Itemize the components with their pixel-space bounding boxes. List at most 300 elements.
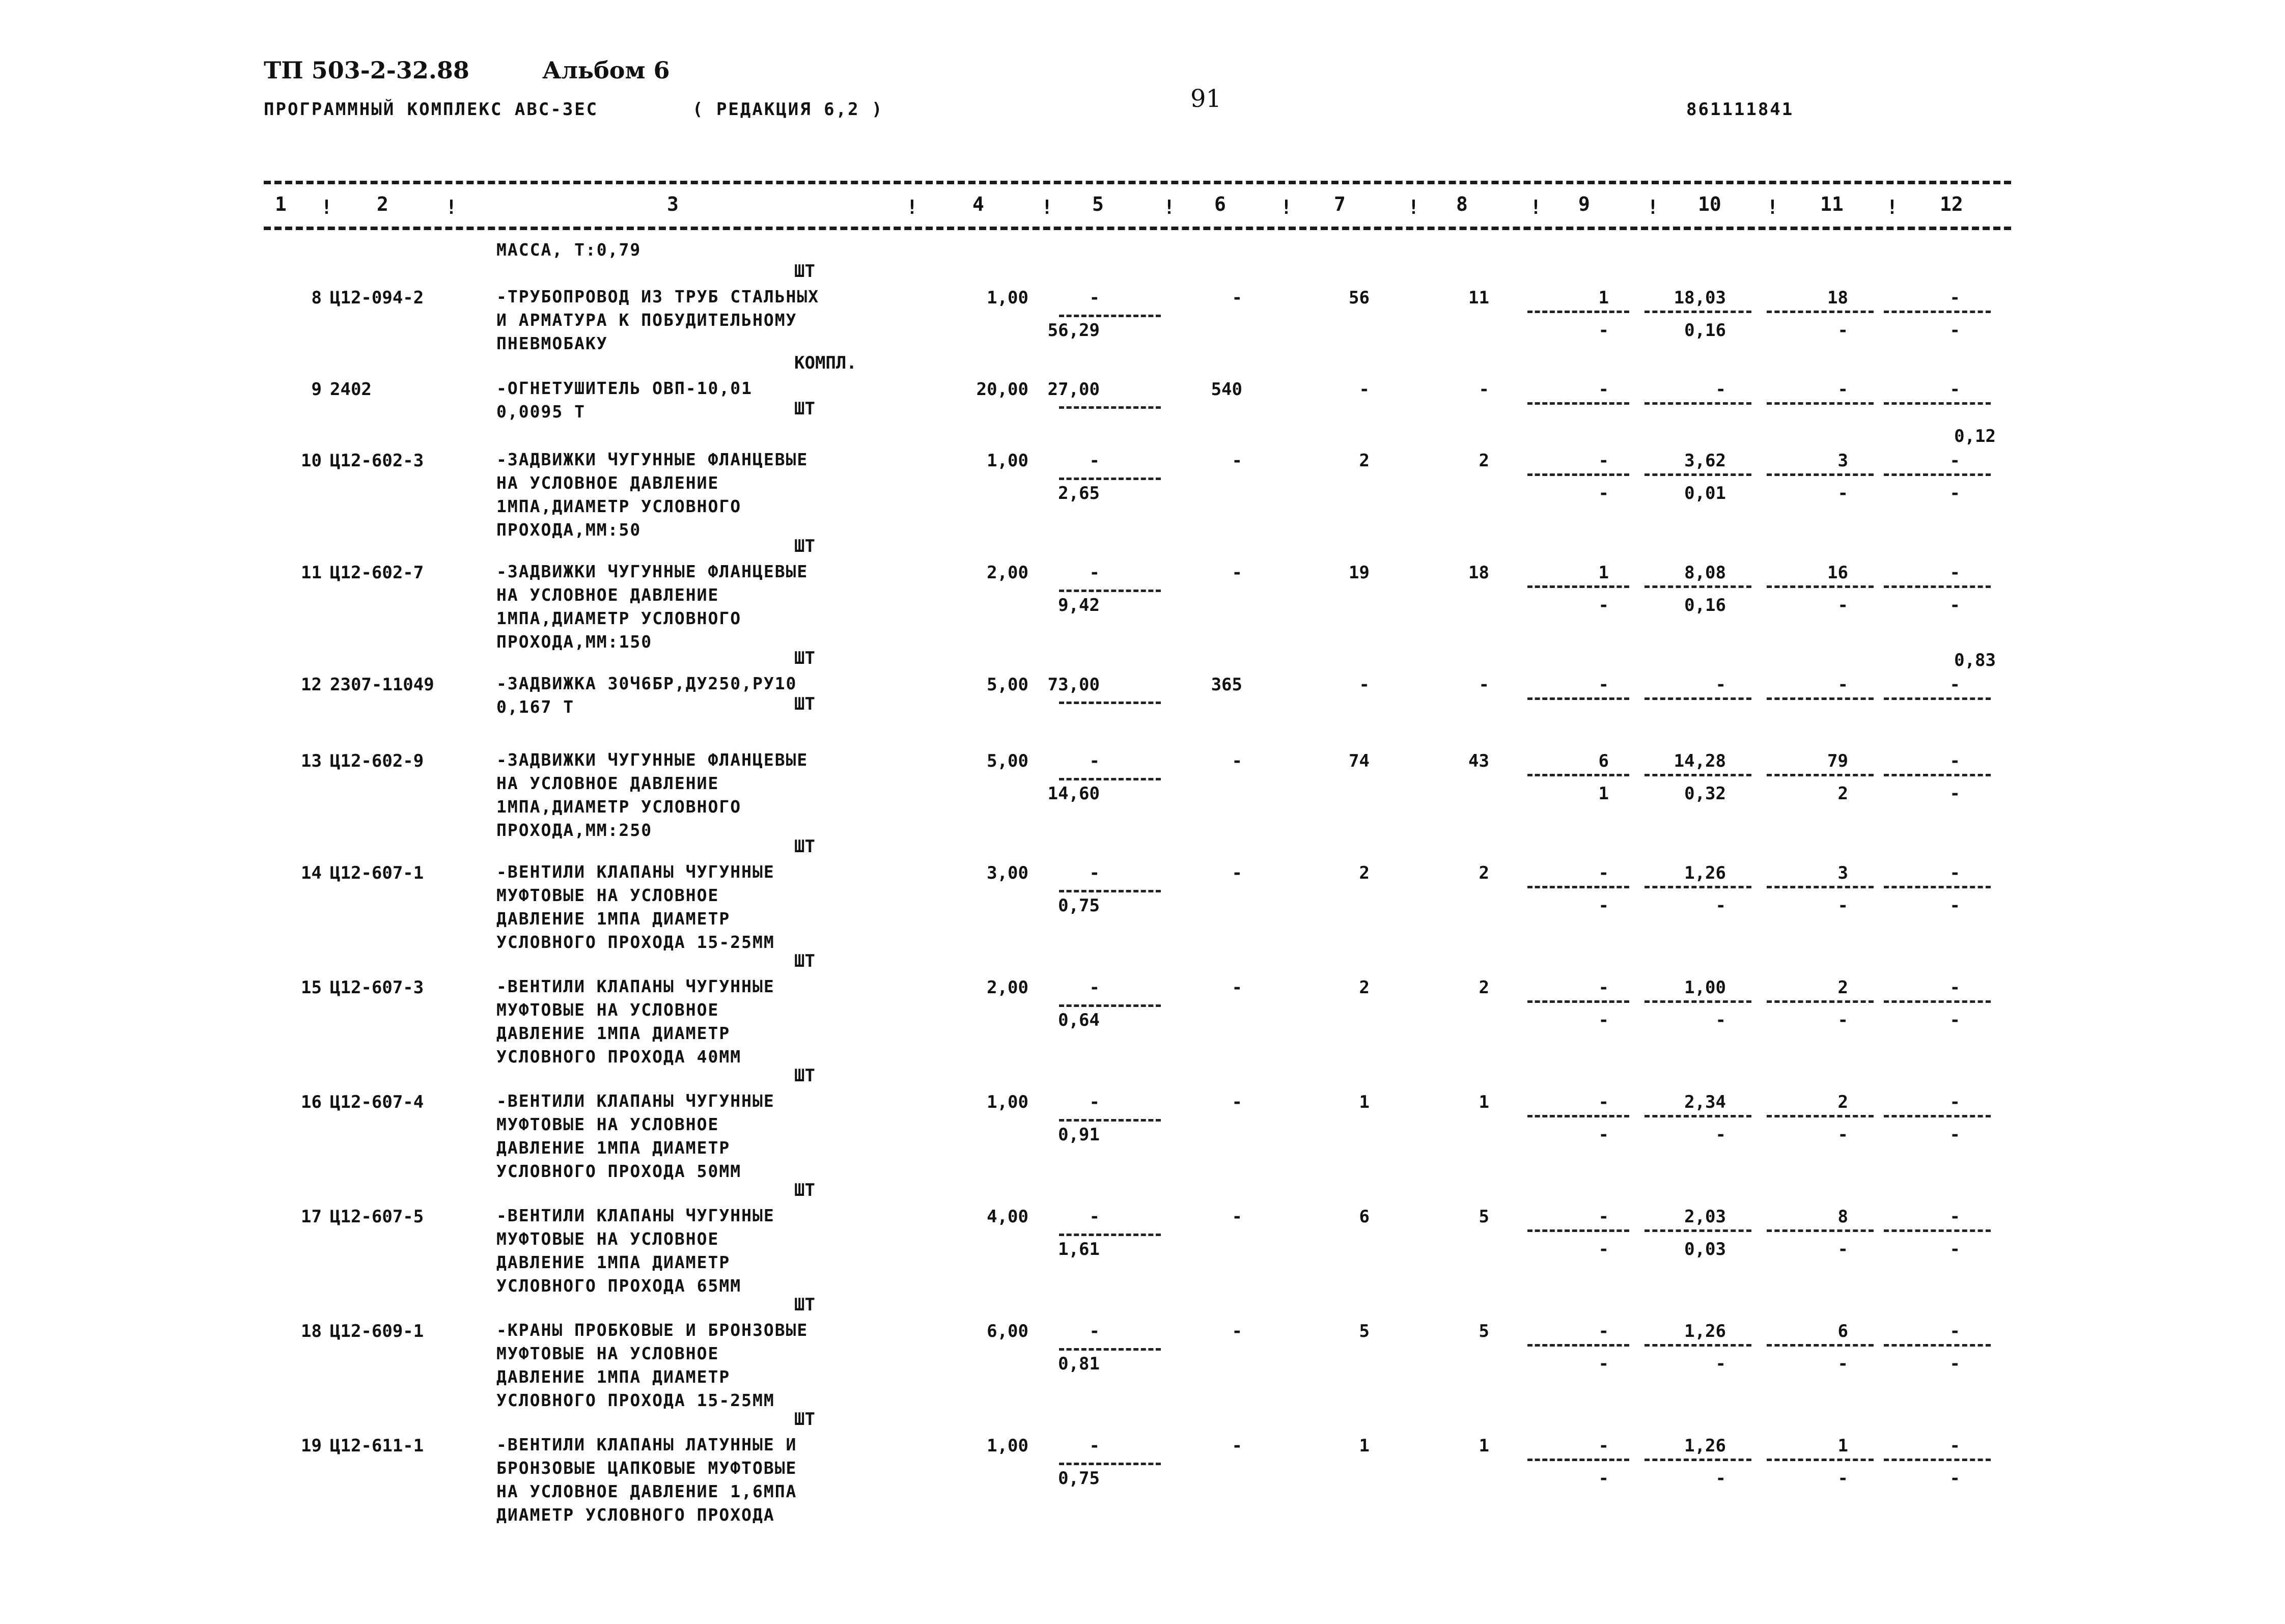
col10-top: 8,08: [1684, 563, 1726, 583]
col5-bottom: 14,60: [1047, 783, 1100, 804]
header-rule-top: [264, 181, 2011, 184]
mass-note: МАССА, Т:0,79: [496, 240, 642, 260]
col5-divider: [1059, 890, 1161, 892]
col8: 2: [1479, 451, 1489, 471]
col6: -: [1232, 977, 1242, 998]
col11-divider: [1767, 697, 1874, 700]
col12-top: -: [1949, 1321, 1960, 1341]
item-description-line: МУФТОВЫЕ НА УСЛОВНОЕ: [496, 1343, 719, 1363]
row-number: 19: [301, 1436, 322, 1456]
col11-bottom: -: [1837, 1468, 1848, 1489]
col6: -: [1232, 1092, 1242, 1112]
col10-divider: [1645, 697, 1751, 700]
col11-divider: [1767, 402, 1874, 405]
quantity: 2,00: [987, 563, 1028, 583]
col8: 2: [1479, 977, 1489, 998]
col5-divider: [1059, 478, 1161, 480]
unit-note: ШТ: [794, 261, 815, 282]
col10-top: 2,34: [1684, 1092, 1726, 1112]
col7: 74: [1349, 751, 1370, 771]
col12-divider: [1884, 886, 1991, 888]
item-description-line: МУФТОВЫЕ НА УСЛОВНОЕ: [496, 1000, 719, 1020]
col5-bottom: 0,75: [1058, 895, 1100, 916]
col5-top: 27,00: [1047, 379, 1100, 400]
col9-divider: [1527, 402, 1629, 405]
column-header-8: 8: [1456, 193, 1468, 215]
col9-divider: [1527, 473, 1629, 476]
col5-top: -: [1089, 751, 1100, 771]
unit-note: ШТ: [794, 1066, 815, 1086]
col11-top: 16: [1827, 563, 1848, 583]
col8: 2: [1479, 863, 1489, 883]
col9-bottom: -: [1598, 320, 1609, 341]
col5-divider: [1059, 1004, 1161, 1007]
col10-divider: [1645, 1115, 1751, 1117]
quantity: 20,00: [976, 379, 1028, 400]
col9-top: -: [1598, 379, 1609, 400]
col9-top: -: [1598, 863, 1609, 883]
col9-top: -: [1598, 1207, 1609, 1227]
col9-divider: [1527, 311, 1629, 313]
item-code: Ц12-602-3: [330, 451, 424, 471]
item-code: Ц12-607-5: [330, 1207, 424, 1227]
col12-top: -: [1949, 563, 1960, 583]
item-description-line: ДАВЛЕНИЕ 1МПА ДИАМЕТР: [496, 1023, 731, 1043]
col11-bottom: -: [1837, 1125, 1848, 1145]
item-description-line: БРОНЗОВЫЕ ЦАПКОВЫЕ МУФТОВЫЕ: [496, 1458, 797, 1478]
item-description-line: -ЗАДВИЖКИ ЧУГУННЫЕ ФЛАНЦЕВЫЕ: [496, 450, 809, 469]
col12-divider: [1884, 1229, 1991, 1232]
col10-bottom: 0,03: [1684, 1239, 1726, 1259]
item-description-line: ДИАМЕТР УСЛОВНОГО ПРОХОДА: [496, 1505, 775, 1525]
col8: 5: [1479, 1207, 1489, 1227]
col11-divider: [1767, 1000, 1874, 1003]
col10-top: 18,03: [1674, 288, 1726, 308]
col5-divider: [1059, 702, 1161, 704]
col9-divider: [1527, 697, 1629, 700]
item-description-line: 1МПА,ДИАМЕТР УСЛОВНОГО: [496, 496, 742, 516]
col6: -: [1232, 1436, 1242, 1456]
col11-top: 8: [1837, 1207, 1848, 1227]
col10-bottom: -: [1715, 1354, 1726, 1374]
row-number: 15: [301, 977, 322, 998]
col8: 43: [1468, 751, 1489, 771]
col11-divider: [1767, 473, 1874, 476]
col12-extra: 0,83: [1954, 650, 1996, 670]
col11-top: 3: [1837, 863, 1848, 883]
col6: -: [1232, 751, 1242, 771]
col10-divider: [1645, 774, 1751, 776]
col10-divider: [1645, 585, 1751, 588]
col12-divider: [1884, 774, 1991, 776]
item-description-line: 0,0095 Т: [496, 402, 586, 422]
col11-divider: [1767, 774, 1874, 776]
col10-bottom: -: [1715, 1010, 1726, 1030]
unit-note: ШТ: [794, 951, 815, 971]
col7: 1: [1359, 1092, 1370, 1112]
col9-divider: [1527, 1344, 1629, 1347]
column-separator: !: [1647, 196, 1659, 218]
unit-note: ШТ: [794, 1409, 815, 1430]
col10-bottom: 0,16: [1684, 320, 1726, 341]
quantity: 1,00: [987, 288, 1028, 308]
col11-top: 3: [1837, 451, 1848, 471]
col12-bottom: -: [1949, 320, 1960, 341]
column-separator: !: [321, 196, 332, 218]
col12-bottom: -: [1949, 483, 1960, 503]
unit-note: ШТ: [794, 836, 815, 857]
item-description-line: -ТРУБОПРОВОД ИЗ ТРУБ СТАЛЬНЫХ: [496, 287, 820, 306]
col12-bottom: -: [1949, 1239, 1960, 1259]
row-number: 8: [311, 288, 322, 308]
col5-top: -: [1089, 1321, 1100, 1341]
item-code: Ц12-602-7: [330, 563, 424, 583]
quantity: 3,00: [987, 863, 1028, 883]
col9-bottom: -: [1598, 1125, 1609, 1145]
col9-top: 1: [1598, 288, 1609, 308]
col9-bottom: -: [1598, 1010, 1609, 1030]
col10-divider: [1645, 1229, 1751, 1232]
col5-bottom: 0,81: [1058, 1354, 1100, 1374]
col6: -: [1232, 563, 1242, 583]
col8: 5: [1479, 1321, 1489, 1341]
col5-bottom: 1,61: [1058, 1239, 1100, 1259]
item-description-line: -ВЕНТИЛИ КЛАПАНЫ ЛАТУННЫЕ И: [496, 1435, 797, 1454]
col11-divider: [1767, 311, 1874, 313]
item-description-line: ПРОХОДА,ММ:150: [496, 632, 653, 652]
col8: 1: [1479, 1436, 1489, 1456]
program-name: ПРОГРАММНЫЙ КОМПЛЕКС АВС-ЗЕС: [264, 99, 599, 120]
col6: -: [1232, 1207, 1242, 1227]
item-code: Ц12-607-1: [330, 863, 424, 883]
col5-top: -: [1089, 1436, 1100, 1456]
item-description-line: -ЗАДВИЖКИ ЧУГУННЫЕ ФЛАНЦЕВЫЕ: [496, 562, 809, 581]
row-number: 12: [301, 675, 322, 695]
col12-bottom: -: [1949, 1354, 1960, 1374]
col11-divider: [1767, 1229, 1874, 1232]
column-header-1: 1: [275, 193, 287, 215]
col10-divider: [1645, 1344, 1751, 1347]
column-header-11: 11: [1820, 193, 1844, 215]
column-header-3: 3: [667, 193, 679, 215]
item-description-line: 1МПА,ДИАМЕТР УСЛОВНОГО: [496, 797, 742, 817]
col11-top: 6: [1837, 1321, 1848, 1341]
col12-top: -: [1949, 863, 1960, 883]
document-id: 861111841: [1686, 99, 1794, 120]
col5-divider: [1059, 590, 1161, 592]
col12-bottom: -: [1949, 1125, 1960, 1145]
col9-bottom: -: [1598, 595, 1609, 615]
quantity: 6,00: [987, 1321, 1028, 1341]
unit-label: ШТ: [794, 399, 815, 419]
col7: 1: [1359, 1436, 1370, 1456]
col9-divider: [1527, 774, 1629, 776]
col11-divider: [1767, 1344, 1874, 1347]
item-description-line: МУФТОВЫЕ НА УСЛОВНОЕ: [496, 1229, 719, 1249]
column-separator: !: [1886, 196, 1898, 218]
item-description-line: МУФТОВЫЕ НА УСЛОВНОЕ: [496, 1114, 719, 1134]
col12-top: -: [1949, 288, 1960, 308]
col5-divider: [1059, 406, 1161, 409]
unit-note: ШТ: [794, 1180, 815, 1200]
document-code: ТП 503-2-32.88: [264, 57, 469, 84]
col12-bottom: -: [1949, 595, 1960, 615]
unit-note: ШТ: [794, 536, 815, 556]
column-separator: !: [1041, 196, 1053, 218]
quantity: 1,00: [987, 1092, 1028, 1112]
col11-bottom: -: [1837, 1354, 1848, 1374]
col10-divider: [1645, 311, 1751, 313]
item-code: 2307-11049: [330, 675, 434, 695]
col9-bottom: -: [1598, 483, 1609, 503]
item-description-line: 1МПА,ДИАМЕТР УСЛОВНОГО: [496, 608, 742, 628]
row-number: 11: [301, 563, 322, 583]
item-code: Ц12-602-9: [330, 751, 424, 771]
col11-bottom: -: [1837, 895, 1848, 916]
item-description-line: УСЛОВНОГО ПРОХОДА 15-25ММ: [496, 932, 775, 952]
col10-bottom: -: [1715, 895, 1726, 916]
col10-top: 14,28: [1674, 751, 1726, 771]
col10-bottom: 0,01: [1684, 483, 1726, 503]
unit-note: КОМПЛ.: [794, 353, 857, 373]
item-description-line: -ЗАДВИЖКИ ЧУГУННЫЕ ФЛАНЦЕВЫЕ: [496, 750, 809, 770]
col5-top: -: [1089, 1092, 1100, 1112]
column-header-2: 2: [377, 193, 388, 215]
col11-bottom: 2: [1837, 783, 1848, 804]
col10-top: 3,62: [1684, 451, 1726, 471]
quantity: 2,00: [987, 977, 1028, 998]
col12-top: -: [1949, 1436, 1960, 1456]
item-description-line: УСЛОВНОГО ПРОХОДА 40ММ: [496, 1047, 742, 1067]
item-code: Ц12-611-1: [330, 1436, 424, 1456]
col12-divider: [1884, 1459, 1991, 1461]
col12-bottom: -: [1949, 783, 1960, 804]
col9-top: -: [1598, 675, 1609, 695]
col12-divider: [1884, 585, 1991, 588]
col10-divider: [1645, 402, 1751, 405]
col11-top: 18: [1827, 288, 1848, 308]
col5-bottom: 0,64: [1058, 1010, 1100, 1030]
col5-top: -: [1089, 863, 1100, 883]
col10-bottom: -: [1715, 1468, 1726, 1489]
item-description-line: ДАВЛЕНИЕ 1МПА ДИАМЕТР: [496, 1252, 731, 1272]
col11-top: 2: [1837, 977, 1848, 998]
col7: 2: [1359, 977, 1370, 998]
item-description-line: 0,167 Т: [496, 697, 575, 717]
row-number: 10: [301, 451, 322, 471]
col10-bottom: 0,16: [1684, 595, 1726, 615]
col11-bottom: -: [1837, 1010, 1848, 1030]
col5-divider: [1059, 315, 1161, 317]
header-rule-bottom: [264, 227, 2011, 230]
col10-divider: [1645, 886, 1751, 888]
col9-top: -: [1598, 1092, 1609, 1112]
col12-top: -: [1949, 451, 1960, 471]
col7: 2: [1359, 863, 1370, 883]
row-number: 17: [301, 1207, 322, 1227]
col7: 56: [1349, 288, 1370, 308]
col9-top: -: [1598, 451, 1609, 471]
col10-top: -: [1715, 379, 1726, 400]
col11-top: -: [1837, 379, 1848, 400]
column-header-12: 12: [1940, 193, 1963, 215]
column-header-7: 7: [1334, 193, 1346, 215]
col8: 1: [1479, 1092, 1489, 1112]
column-separator: !: [1408, 196, 1419, 218]
col12-extra: 0,12: [1954, 426, 1996, 446]
column-header-10: 10: [1698, 193, 1721, 215]
col11-divider: [1767, 585, 1874, 588]
col7: 6: [1359, 1207, 1370, 1227]
item-description-line: НА УСЛОВНОЕ ДАВЛЕНИЕ: [496, 585, 719, 605]
item-description-line: И АРМАТУРА К ПОБУДИТЕЛЬНОМУ: [496, 310, 797, 330]
col5-divider: [1059, 1348, 1161, 1351]
col6: -: [1232, 863, 1242, 883]
col5-top: -: [1089, 451, 1100, 471]
col12-top: -: [1949, 1207, 1960, 1227]
column-separator: !: [1530, 196, 1542, 218]
quantity: 5,00: [987, 675, 1028, 695]
col9-top: -: [1598, 977, 1609, 998]
col9-bottom: -: [1598, 1354, 1609, 1374]
col5-top: -: [1089, 288, 1100, 308]
col10-top: 1,00: [1684, 977, 1726, 998]
col11-bottom: -: [1837, 1239, 1848, 1259]
col7: -: [1359, 379, 1370, 400]
item-description-line: ПНЕВМОБАКУ: [496, 333, 608, 353]
item-description-line: УСЛОВНОГО ПРОХОДА 65ММ: [496, 1276, 742, 1296]
col5-top: -: [1089, 1207, 1100, 1227]
col10-divider: [1645, 1459, 1751, 1461]
col7: 5: [1359, 1321, 1370, 1341]
col11-divider: [1767, 1115, 1874, 1117]
item-description-line: ДАВЛЕНИЕ 1МПА ДИАМЕТР: [496, 1138, 731, 1158]
col5-divider: [1059, 778, 1161, 780]
col5-bottom: 0,75: [1058, 1468, 1100, 1489]
col6: 540: [1211, 379, 1242, 400]
col10-top: 1,26: [1684, 863, 1726, 883]
column-separator: !: [1767, 196, 1778, 218]
col9-bottom: -: [1598, 1239, 1609, 1259]
col12-divider: [1884, 1000, 1991, 1003]
col6: -: [1232, 1321, 1242, 1341]
quantity: 4,00: [987, 1207, 1028, 1227]
col9-divider: [1527, 585, 1629, 588]
col5-divider: [1059, 1234, 1161, 1236]
col9-top: 1: [1598, 563, 1609, 583]
quantity: 5,00: [987, 751, 1028, 771]
item-code: Ц12-094-2: [330, 288, 424, 308]
column-separator: !: [445, 196, 457, 218]
col5-bottom: 0,91: [1058, 1125, 1100, 1145]
row-number: 13: [301, 751, 322, 771]
col8: -: [1479, 675, 1489, 695]
item-description-line: НА УСЛОВНОЕ ДАВЛЕНИЕ 1,6МПА: [496, 1481, 797, 1501]
col12-divider: [1884, 402, 1991, 405]
row-number: 9: [311, 379, 322, 400]
col7: 19: [1349, 563, 1370, 583]
col12-divider: [1884, 311, 1991, 313]
item-description-line: УСЛОВНОГО ПРОХОДА 15-25ММ: [496, 1390, 775, 1410]
col10-bottom: -: [1715, 1125, 1726, 1145]
col5-top: -: [1089, 563, 1100, 583]
item-description-line: ПРОХОДА,ММ:250: [496, 820, 653, 840]
col12-top: -: [1949, 751, 1960, 771]
item-code: Ц12-609-1: [330, 1321, 424, 1341]
col11-divider: [1767, 1459, 1874, 1461]
unit-note: ШТ: [794, 648, 815, 668]
item-description-line: НА УСЛОВНОЕ ДАВЛЕНИЕ: [496, 473, 719, 493]
item-description-line: ПРОХОДА,ММ:50: [496, 520, 642, 540]
quantity: 1,00: [987, 451, 1028, 471]
col10-top: 1,26: [1684, 1436, 1726, 1456]
column-separator: !: [906, 196, 918, 218]
col12-top: -: [1949, 977, 1960, 998]
col12-bottom: -: [1949, 895, 1960, 916]
col5-divider: [1059, 1119, 1161, 1122]
col6: -: [1232, 451, 1242, 471]
col5-bottom: 9,42: [1058, 595, 1100, 615]
col12-bottom: -: [1949, 1010, 1960, 1030]
col7: -: [1359, 675, 1370, 695]
col9-top: -: [1598, 1436, 1609, 1456]
column-header-5: 5: [1092, 193, 1104, 215]
col11-top: 79: [1827, 751, 1848, 771]
col9-bottom: -: [1598, 895, 1609, 916]
col5-bottom: 56,29: [1047, 320, 1100, 341]
col9-bottom: 1: [1598, 783, 1609, 804]
col11-bottom: -: [1837, 595, 1848, 615]
col12-divider: [1884, 697, 1991, 700]
col8: 18: [1468, 563, 1489, 583]
col12-divider: [1884, 1344, 1991, 1347]
col12-divider: [1884, 1115, 1991, 1117]
column-header-4: 4: [972, 193, 984, 215]
row-number: 16: [301, 1092, 322, 1112]
column-separator: !: [1280, 196, 1292, 218]
col8: -: [1479, 379, 1489, 400]
column-header-9: 9: [1578, 193, 1590, 215]
col9-divider: [1527, 1115, 1629, 1117]
col9-divider: [1527, 1000, 1629, 1003]
col6: 365: [1211, 675, 1242, 695]
col12-top: -: [1949, 675, 1960, 695]
col10-divider: [1645, 1000, 1751, 1003]
item-description-line: -ВЕНТИЛИ КЛАПАНЫ ЧУГУННЫЕ: [496, 976, 775, 996]
item-code: 2402: [330, 379, 372, 400]
col5-top: 73,00: [1047, 675, 1100, 695]
item-description-line: НА УСЛОВНОЕ ДАВЛЕНИЕ: [496, 773, 719, 793]
col12-divider: [1884, 473, 1991, 476]
col11-top: 2: [1837, 1092, 1848, 1112]
item-description-line: МУФТОВЫЕ НА УСЛОВНОЕ: [496, 885, 719, 905]
col8: 11: [1468, 288, 1489, 308]
col9-divider: [1527, 1459, 1629, 1461]
row-number: 14: [301, 863, 322, 883]
column-header-6: 6: [1214, 193, 1226, 215]
col7: 2: [1359, 451, 1370, 471]
column-separator: !: [1163, 196, 1175, 218]
col11-divider: [1767, 886, 1874, 888]
col5-bottom: 2,65: [1058, 483, 1100, 503]
item-description-line: -ВЕНТИЛИ КЛАПАНЫ ЧУГУННЫЕ: [496, 1091, 775, 1111]
edition-label: ( РЕДАКЦИЯ 6,2 ): [692, 99, 884, 120]
col9-top: -: [1598, 1321, 1609, 1341]
col12-top: -: [1949, 379, 1960, 400]
col9-bottom: -: [1598, 1468, 1609, 1489]
album-label: Альбом 6: [542, 57, 670, 84]
col9-top: 6: [1598, 751, 1609, 771]
